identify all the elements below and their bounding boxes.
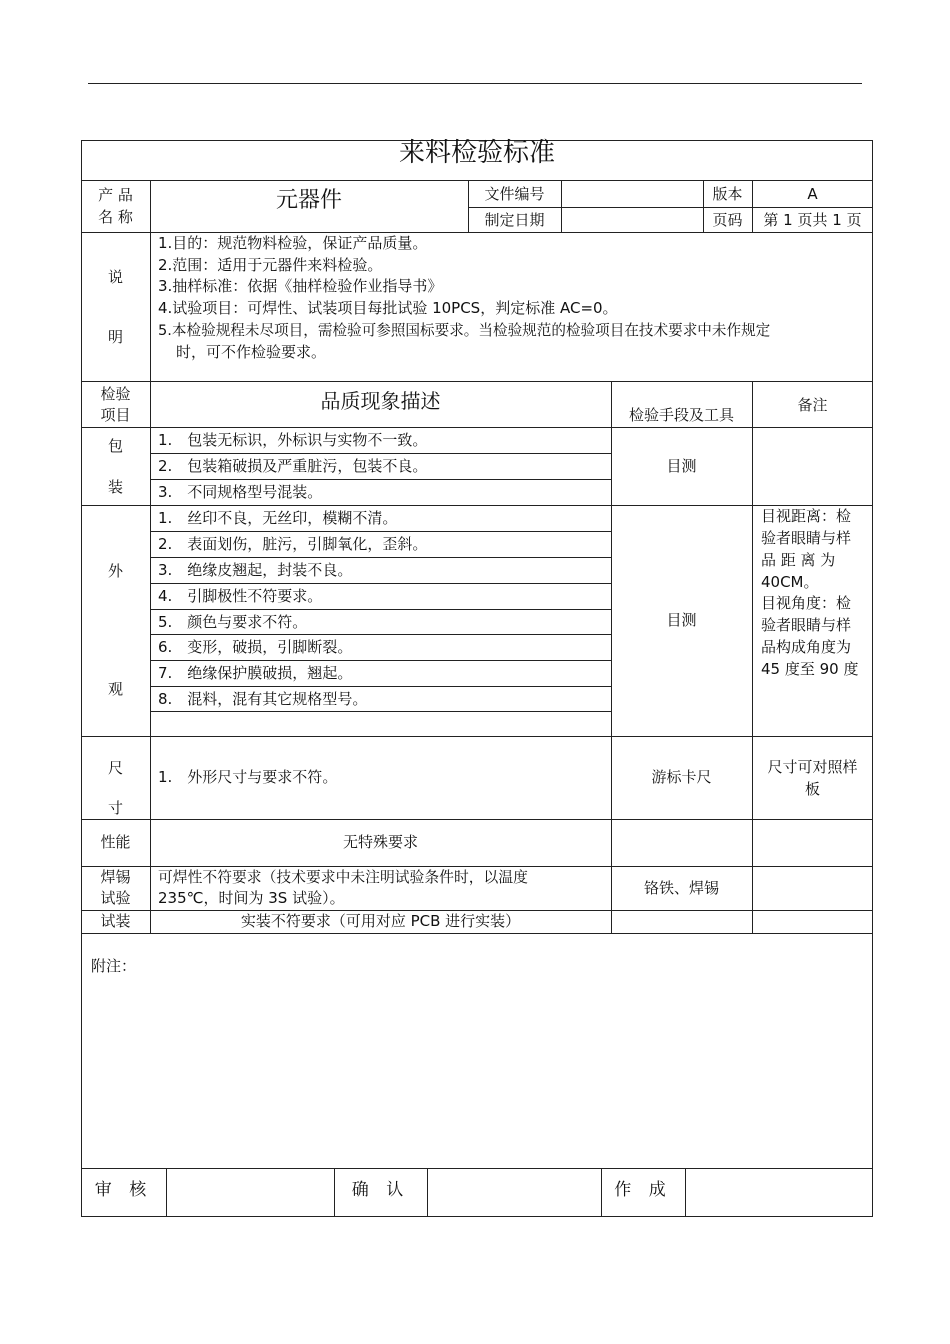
appearance-remark-line-7: 品构成角度为 xyxy=(761,638,852,656)
product-name-value: 元器件 xyxy=(275,188,342,213)
performance-description: 无特殊要求 xyxy=(342,833,418,851)
dimension-label-line2: 寸 xyxy=(107,799,123,817)
product-name-label-line2: 名 称 xyxy=(98,208,133,226)
packaging-item-1: 1. 包装无标识，外标识与实物不一致。 xyxy=(158,431,428,449)
packaging-label-line2: 装 xyxy=(107,478,123,496)
explanation-line-4: 4.试验项目：可焊性、试装项目每批试验 10PCS，判定标准 AC=0。 xyxy=(158,299,618,317)
solder-label-line2: 试验 xyxy=(100,889,131,907)
performance-label: 性能 xyxy=(100,833,131,851)
appearance-label-line2: 观 xyxy=(107,680,123,698)
trial-fit-description: 实装不符要求（可用对应 PCB 进行实装） xyxy=(240,912,521,930)
appearance-item-1: 1. 丝印不良，无丝印，模糊不清。 xyxy=(158,509,398,527)
appearance-item-2: 2. 表面划伤，脏污，引脚氧化，歪斜。 xyxy=(158,535,428,553)
item-header-line1: 检验 xyxy=(100,385,131,403)
appearance-item-4: 4. 引脚极性不符要求。 xyxy=(158,587,323,605)
solder-description-line-1: 可焊性不符要求（技术要求中未注明试验条件时，以温度 xyxy=(158,869,528,886)
explanation-line-6: 时，可不作检验要求。 xyxy=(176,343,327,361)
dimension-item: 1. 外形尺寸与要求不符。 xyxy=(158,768,338,786)
dimension-remark-line-1: 尺寸可对照样 xyxy=(767,758,858,776)
packaging-item-2: 2. 包装箱破损及严重脏污，包装不良。 xyxy=(158,457,428,475)
explanation-line-5: 5.本检验规程未尽项目，需检验可参照国标要求。当检验规范的检验项目在技术要求中未作规定 xyxy=(158,322,771,339)
confirm-label: 确 认 xyxy=(351,1180,410,1200)
remark-header: 备注 xyxy=(797,396,828,414)
solder-method: 铬铁、焊锡 xyxy=(643,879,719,897)
page-label: 页码 xyxy=(712,211,743,229)
solder-description-line-2: 235℃，时间为 3S 试验）。 xyxy=(158,889,345,907)
product-name-label-line1: 产 品 xyxy=(98,186,133,204)
version-label: 版本 xyxy=(712,185,743,203)
packaging-label-line1: 包 xyxy=(107,437,123,455)
appearance-remark-line-3: 品 距 离 为 xyxy=(761,551,836,569)
version-value: A xyxy=(807,185,818,203)
explanation-line-3: 3.抽样标准：依据《抽样检验作业指导书》 xyxy=(158,277,443,295)
description-header: 品质现象描述 xyxy=(320,389,441,413)
item-header-line2: 项目 xyxy=(100,406,131,424)
packaging-item-3: 3. 不同规格型号混装。 xyxy=(158,483,323,501)
review-label: 审 核 xyxy=(94,1180,153,1200)
dimension-method: 游标卡尺 xyxy=(651,768,712,786)
appearance-remark-line-8: 45 度至 90 度 xyxy=(761,660,859,678)
confirm-signature-field[interactable] xyxy=(428,1169,601,1216)
notes-label: 附注： xyxy=(91,957,137,975)
explanation-line-1: 1.目的：规范物料检验，保证产品质量。 xyxy=(158,234,428,252)
date-label: 制定日期 xyxy=(484,211,545,229)
explanation-line-2: 2.范围：适用于元器件来料检验。 xyxy=(158,256,383,274)
page-value: 第 1 页共 1 页 xyxy=(763,211,862,229)
prepare-label: 作 成 xyxy=(614,1180,672,1200)
appearance-remark-line-6: 验者眼睛与样 xyxy=(761,616,852,634)
appearance-label-line1: 外 xyxy=(107,562,123,580)
doc-no-label: 文件编号 xyxy=(484,185,545,203)
explanation-label-line1: 说 xyxy=(107,268,123,286)
explanation-label-line2: 明 xyxy=(107,328,123,346)
appearance-item-6: 6. 变形，破损，引脚断裂。 xyxy=(158,638,353,656)
review-signature-field[interactable] xyxy=(167,1169,334,1216)
solder-label-line1: 焊锡 xyxy=(100,868,131,886)
appearance-item-5: 5. 颜色与要求不符。 xyxy=(158,613,308,631)
appearance-item-8: 8. 混料，混有其它规格型号。 xyxy=(158,690,368,708)
form-title: 来料检验标准 xyxy=(398,138,555,168)
appearance-remark-line-1: 目视距离：检 xyxy=(761,507,852,525)
trial-fit-label: 试装 xyxy=(100,912,131,930)
appearance-method: 目测 xyxy=(666,611,697,629)
method-header: 检验手段及工具 xyxy=(628,406,734,424)
appearance-remark-line-4: 40CM。 xyxy=(761,573,819,591)
dimension-label-line1: 尺 xyxy=(107,759,123,777)
packaging-method: 目测 xyxy=(666,457,697,475)
appearance-remark-line-2: 验者眼睛与样 xyxy=(761,529,852,547)
prepare-signature-field[interactable] xyxy=(686,1169,872,1216)
dimension-remark-line-2: 板 xyxy=(804,780,820,798)
appearance-item-7: 7. 绝缘保护膜破损，翘起。 xyxy=(158,664,353,682)
top-rule xyxy=(88,83,862,84)
appearance-item-3: 3. 绝缘皮翘起，封装不良。 xyxy=(158,561,353,579)
appearance-remark-line-5: 目视角度：检 xyxy=(761,594,852,612)
